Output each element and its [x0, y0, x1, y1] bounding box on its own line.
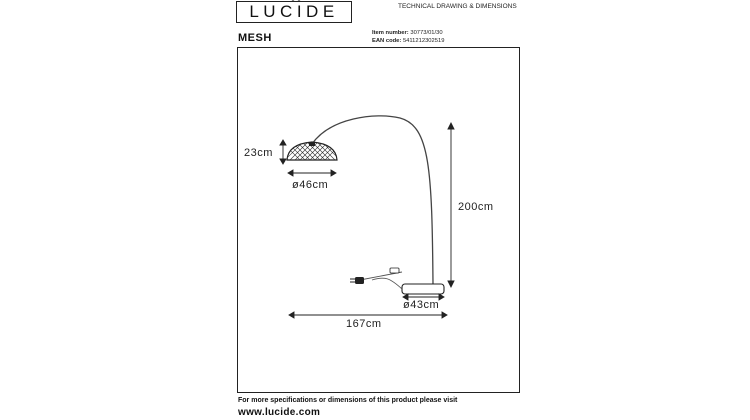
footer-website-link[interactable]: www.lucide.com [238, 407, 321, 418]
label-total-width: 167cm [346, 318, 382, 330]
label-total-height: 200cm [458, 201, 494, 213]
foot-switch [390, 268, 399, 273]
dim-total-height-arrow [448, 123, 454, 287]
footer-note: For more specifications or dimensions of this product please visit [238, 397, 458, 404]
power-cable [360, 272, 402, 289]
dim-shade-diameter-arrow [288, 170, 336, 176]
label-shade-height: 23cm [244, 147, 273, 159]
dim-shade-height-arrow [280, 140, 286, 164]
document-type: TECHNICAL DRAWING & DIMENSIONS [398, 3, 517, 10]
item-number-label: Item number: [372, 30, 409, 36]
label-shade-diameter: ø46cm [292, 179, 329, 191]
brand-logo-text: LUCIDE [249, 2, 339, 21]
lamp-shade-mesh [280, 140, 345, 160]
product-name: MESH [238, 32, 272, 44]
ean-label: EAN code: [372, 38, 402, 44]
power-plug [350, 277, 364, 284]
lamp-arc-pole [312, 116, 433, 284]
label-base-diameter: ø43cm [403, 299, 440, 311]
item-number-value: 30773/01/30 [410, 30, 443, 36]
lamp-base [402, 284, 444, 294]
ean-value: 5411212302519 [402, 38, 445, 44]
